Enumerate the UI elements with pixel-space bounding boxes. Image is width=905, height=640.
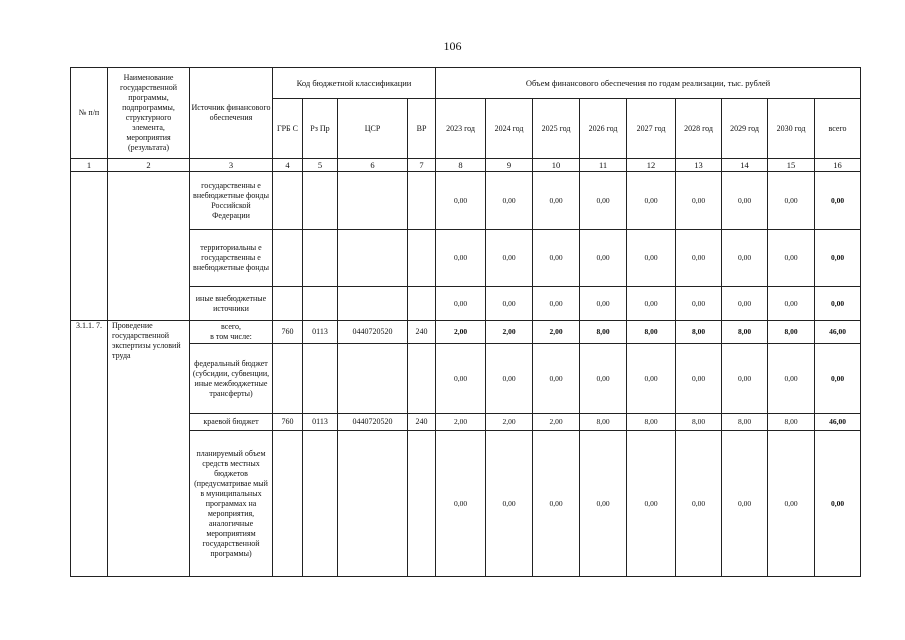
- cell-vr: [408, 172, 436, 230]
- cell-csr: 0440720520: [338, 414, 408, 431]
- value-cell: 0,00: [676, 287, 722, 321]
- header-year-2025: 2025 год: [533, 99, 580, 159]
- cell-csr: [338, 431, 408, 577]
- table-row: [71, 344, 861, 414]
- cell-grbs: [273, 431, 303, 577]
- cell-rzpr: [303, 287, 338, 321]
- header-financing-volume: Объем финансового обеспечения по годам реализации, тыс. рублей: [436, 68, 861, 99]
- table-row: [71, 321, 861, 344]
- cell-rzpr: 0113: [303, 321, 338, 344]
- value-cell: 8,00: [627, 321, 676, 344]
- source-cell-total: [190, 321, 273, 344]
- header-vr: ВР: [408, 99, 436, 159]
- source-total-line1: всего,: [220, 322, 241, 331]
- value-cell: 0,00: [580, 287, 627, 321]
- value-cell: 8,00: [722, 321, 768, 344]
- column-number: 10: [533, 159, 580, 172]
- value-cell: 0,00: [676, 344, 722, 414]
- value-cell: 0,00: [627, 230, 676, 287]
- budget-table: [70, 67, 861, 577]
- value-cell: 8,00: [627, 414, 676, 431]
- value-cell: 8,00: [580, 321, 627, 344]
- value-cell: 8,00: [722, 414, 768, 431]
- table-row: [71, 431, 861, 577]
- value-cell: 0,00: [533, 230, 580, 287]
- header-source: Источник финансового обеспечения: [190, 68, 273, 159]
- header-csr: ЦСР: [338, 99, 408, 159]
- cell-csr: [338, 287, 408, 321]
- value-cell: 0,00: [486, 431, 533, 577]
- header-year-2026: 2026 год: [580, 99, 627, 159]
- value-cell: 0,00: [486, 344, 533, 414]
- value-cell: 0,00: [436, 230, 486, 287]
- value-cell: 0,00: [436, 344, 486, 414]
- header-total: всего: [815, 99, 861, 159]
- value-cell: 0,00: [768, 344, 815, 414]
- value-cell: 0,00: [676, 431, 722, 577]
- header-year-2029: 2029 год: [722, 99, 768, 159]
- column-number: 8: [436, 159, 486, 172]
- cell-rzpr: 0113: [303, 414, 338, 431]
- column-number: 6: [338, 159, 408, 172]
- value-cell: 0,00: [627, 287, 676, 321]
- value-cell: 8,00: [768, 321, 815, 344]
- value-cell: 0,00: [722, 230, 768, 287]
- column-number: 3: [190, 159, 273, 172]
- cell-rzpr: [303, 172, 338, 230]
- value-cell: 2,00: [533, 321, 580, 344]
- header-name: Наименование государственной программы, подпрограммы, структурного элемента, мероприятия (результата): [108, 68, 190, 159]
- column-number: 7: [408, 159, 436, 172]
- value-cell: 2,00: [533, 414, 580, 431]
- table-row: [71, 172, 861, 230]
- column-number: 16: [815, 159, 861, 172]
- total-cell: 0,00: [815, 431, 861, 577]
- source-cell: территориальны е государственны е внебюджетные фонды: [190, 230, 273, 287]
- column-number: 14: [722, 159, 768, 172]
- value-cell: 0,00: [768, 431, 815, 577]
- measure-name: Проведение государственной экспертизы условий труда: [108, 321, 190, 577]
- column-number: 4: [273, 159, 303, 172]
- cell-csr: [338, 344, 408, 414]
- total-cell: 0,00: [815, 230, 861, 287]
- cell-vr: 240: [408, 321, 436, 344]
- table-row: [71, 414, 861, 431]
- total-cell: 0,00: [815, 287, 861, 321]
- value-cell: 0,00: [722, 287, 768, 321]
- cell-vr: [408, 344, 436, 414]
- value-cell: 0,00: [436, 287, 486, 321]
- value-cell: 0,00: [486, 230, 533, 287]
- value-cell: 0,00: [580, 344, 627, 414]
- source-cell: краевой бюджет: [190, 414, 273, 431]
- value-cell: 0,00: [768, 287, 815, 321]
- value-cell: 0,00: [722, 344, 768, 414]
- value-cell: 0,00: [768, 172, 815, 230]
- table-row: [71, 230, 861, 287]
- header-no: № п/п: [71, 68, 108, 159]
- source-cell: федеральный бюджет (субсидии, субвенции, иные межбюджетные трансферты): [190, 344, 273, 414]
- value-cell: 0,00: [676, 230, 722, 287]
- header-year-2027: 2027 год: [627, 99, 676, 159]
- value-cell: 0,00: [580, 230, 627, 287]
- total-cell: 46,00: [815, 414, 861, 431]
- column-number: 1: [71, 159, 108, 172]
- column-number: 2: [108, 159, 190, 172]
- value-cell: 0,00: [486, 287, 533, 321]
- cell-vr: [408, 431, 436, 577]
- header-year-2023: 2023 год: [436, 99, 486, 159]
- value-cell: 2,00: [486, 414, 533, 431]
- source-cell: планируемый объем средств местных бюджетов (предусматривае мый в муниципальных программах на мероприятия, аналогичные мероприятиям государственной программы): [190, 431, 273, 577]
- value-cell: 2,00: [436, 414, 486, 431]
- cell-grbs: [273, 287, 303, 321]
- value-cell: 0,00: [533, 287, 580, 321]
- cell-no-empty: [71, 172, 108, 321]
- value-cell: 0,00: [627, 172, 676, 230]
- measure-number: 3.1.1. 7.: [71, 321, 108, 577]
- column-number: 9: [486, 159, 533, 172]
- column-number: 15: [768, 159, 815, 172]
- value-cell: 8,00: [676, 321, 722, 344]
- page-number: 106: [443, 39, 462, 53]
- header-year-2024: 2024 год: [486, 99, 533, 159]
- header-year-2030: 2030 год: [768, 99, 815, 159]
- cell-grbs: [273, 172, 303, 230]
- cell-csr: [338, 172, 408, 230]
- column-number: 13: [676, 159, 722, 172]
- cell-csr: [338, 230, 408, 287]
- header-rzpr: Рз Пр: [303, 99, 338, 159]
- value-cell: 0,00: [722, 172, 768, 230]
- value-cell: 0,00: [533, 172, 580, 230]
- cell-csr: 0440720520: [338, 321, 408, 344]
- cell-grbs: [273, 230, 303, 287]
- value-cell: 0,00: [580, 431, 627, 577]
- cell-grbs: [273, 344, 303, 414]
- value-cell: 2,00: [486, 321, 533, 344]
- value-cell: 0,00: [676, 172, 722, 230]
- cell-grbs: 760: [273, 414, 303, 431]
- total-cell: 0,00: [815, 344, 861, 414]
- value-cell: 0,00: [627, 344, 676, 414]
- value-cell: 0,00: [533, 431, 580, 577]
- total-cell: 46,00: [815, 321, 861, 344]
- source-cell: иные внебюджетные источники: [190, 287, 273, 321]
- column-numbers-row: [71, 159, 861, 172]
- column-number: 11: [580, 159, 627, 172]
- cell-vr: [408, 287, 436, 321]
- cell-name-empty: [108, 172, 190, 321]
- column-number: 12: [627, 159, 676, 172]
- header-grbs: ГРБ С: [273, 99, 303, 159]
- source-cell: государственны е внебюджетные фонды Российской Федерации: [190, 172, 273, 230]
- value-cell: 0,00: [768, 230, 815, 287]
- header-row-1: [71, 68, 861, 99]
- value-cell: 8,00: [768, 414, 815, 431]
- value-cell: 8,00: [580, 414, 627, 431]
- value-cell: 0,00: [436, 431, 486, 577]
- header-budget-classification: Код бюджетной классификации: [273, 68, 436, 99]
- source-total-line2: в том числе:: [210, 332, 252, 341]
- cell-rzpr: [303, 431, 338, 577]
- value-cell: 0,00: [580, 172, 627, 230]
- column-number: 5: [303, 159, 338, 172]
- total-cell: 0,00: [815, 172, 861, 230]
- cell-vr: [408, 230, 436, 287]
- cell-grbs: 760: [273, 321, 303, 344]
- value-cell: 0,00: [533, 344, 580, 414]
- value-cell: 0,00: [627, 431, 676, 577]
- cell-rzpr: [303, 230, 338, 287]
- value-cell: 0,00: [486, 172, 533, 230]
- table-row: [71, 287, 861, 321]
- value-cell: 0,00: [722, 431, 768, 577]
- value-cell: 8,00: [676, 414, 722, 431]
- value-cell: 0,00: [436, 172, 486, 230]
- cell-vr: 240: [408, 414, 436, 431]
- cell-rzpr: [303, 344, 338, 414]
- value-cell: 2,00: [436, 321, 486, 344]
- header-year-2028: 2028 год: [676, 99, 722, 159]
